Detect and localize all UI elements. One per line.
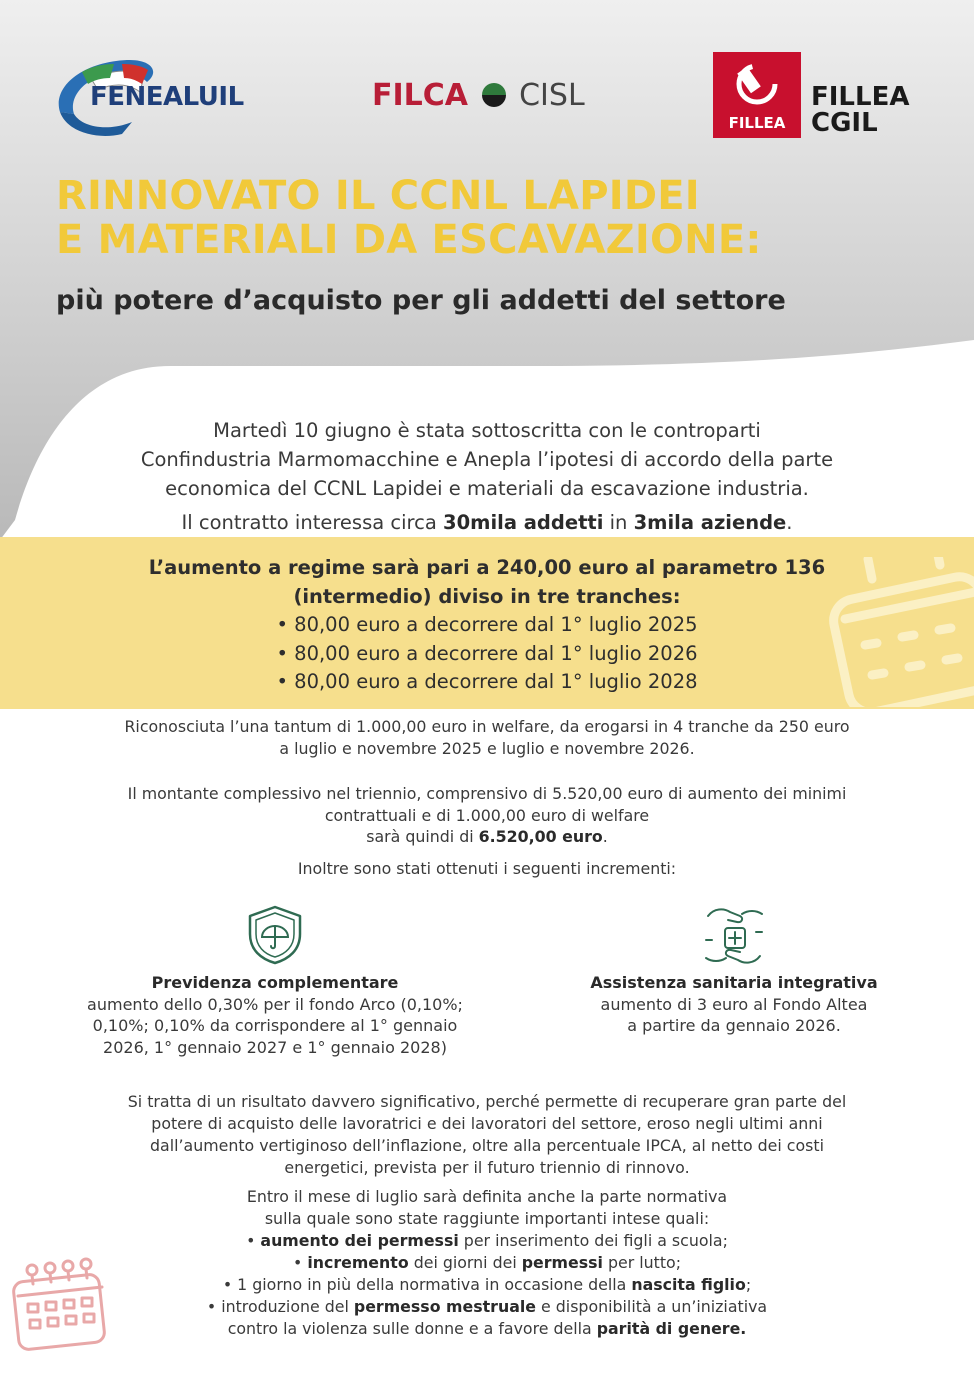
previdenza-title: Previdenza complementare xyxy=(151,973,399,992)
previdenza-line-3: 2026, 1° gennaio 2027 e 1° gennaio 2028) xyxy=(103,1037,447,1057)
shield-umbrella-icon xyxy=(245,904,305,966)
b3-pre: • 1 giorno in più della normativa in occasione della xyxy=(222,1275,632,1294)
previdenza-icon-wrap xyxy=(55,904,495,968)
tranche-item: • 80,00 euro a decorrere dal 1° luglio 2025 xyxy=(276,613,698,636)
cgil-word: CGIL xyxy=(811,108,878,138)
contract-post: . xyxy=(786,511,793,534)
filca-dot-icon xyxy=(480,81,508,109)
headline-line-2: E MATERIALI DA ESCAVAZIONE: xyxy=(56,217,762,263)
increase-line-1: L’aumento a regime sarà pari a 240,00 euro al parametro 136 xyxy=(148,556,826,579)
fillea-red-box xyxy=(713,52,801,138)
filca-text: FILCA xyxy=(372,78,469,113)
headline-line-1: RINNOVATO IL CCNL LAPIDEI xyxy=(56,173,700,219)
normativa-line-2: sulla quale sono state raggiunte importanti intese quali: xyxy=(264,1209,710,1228)
assistenza-icon-wrap xyxy=(514,904,954,968)
risultato-line-3: dall’aumento vertiginoso dell’inflazione, oltre alla percentuale IPCA, al netto dei costi xyxy=(150,1136,824,1155)
una-tantum-paragraph xyxy=(40,716,934,759)
fillea-box-label: FILLEA xyxy=(728,114,786,132)
intro-line-1: Martedì 10 giugno è stata sottoscritta con le controparti xyxy=(213,419,761,442)
increase-line-2: (intermedio) diviso in tre tranches: xyxy=(293,584,681,608)
montante-total: 6.520,00 euro xyxy=(478,827,603,846)
contract-pre: Il contratto interessa circa xyxy=(181,511,443,534)
fillea-emblem-icon xyxy=(713,54,801,114)
b4-pre: • introduzione del xyxy=(206,1297,354,1316)
intro-line-3: economica del CCNL Lapidei e materiali da escavazione industria. xyxy=(165,477,809,500)
previdenza-line-1: aumento dello 0,30% per il fondo Arco (0,10%; xyxy=(87,994,463,1014)
contract-scope xyxy=(40,508,934,537)
normativa-bullet-2 xyxy=(40,1252,934,1274)
b2-bold-2: permessi xyxy=(521,1253,603,1272)
assistenza-title: Assistenza sanitaria integrativa xyxy=(590,973,878,992)
normativa-bullet-3 xyxy=(40,1274,934,1296)
b5-bold: parità di genere. xyxy=(596,1319,747,1338)
headline xyxy=(56,174,936,262)
una-tantum-line-2: a luglio e novembre 2025 e luglio e novembre 2026. xyxy=(279,738,695,758)
assistenza-line-1: aumento di 3 euro al Fondo Altea xyxy=(600,994,868,1014)
increase-band xyxy=(0,537,974,709)
fillea-cgil-wordmark xyxy=(811,84,909,136)
subtitle: più potere d’acquisto per gli addetti del settore xyxy=(56,285,786,316)
cisl-text: CISL xyxy=(519,78,585,113)
normativa-bullet-4 xyxy=(40,1296,934,1318)
b5-pre: contro la violenza sulle donne e a favore della xyxy=(227,1319,597,1338)
b2-post: per lutto; xyxy=(602,1253,682,1272)
b4-post: e disponibilità a un’iniziativa xyxy=(536,1297,768,1316)
tranche-item: • 80,00 euro a decorrere dal 1° luglio 2028 xyxy=(276,670,698,693)
risultato-line-1: Si tratta di un risultato davvero significativo, perché permette di recuperare gran parte del xyxy=(127,1092,847,1111)
montante-line-3 xyxy=(40,826,934,848)
feneal-wordmark xyxy=(90,82,244,112)
risultato-line-4: energetici, prevista per il futuro triennio di rinnovo. xyxy=(284,1158,690,1177)
montante-paragraph xyxy=(40,783,934,848)
montante-pre: sarà quindi di xyxy=(366,827,479,846)
b1-bold: aumento dei permessi xyxy=(260,1231,459,1250)
contract-companies: 3mila aziende xyxy=(633,511,787,534)
intro-line-2: Confindustria Marmomacchine e Anepla l’ipotesi di accordo della parte xyxy=(140,448,834,471)
b2-mid: dei giorni dei xyxy=(408,1253,522,1272)
feneal-uil-logo xyxy=(52,52,272,142)
b4-bold: permesso mestruale xyxy=(353,1297,537,1316)
small-calendar-icon xyxy=(10,1256,110,1352)
tranche-item: • 80,00 euro a decorrere dal 1° luglio 2026 xyxy=(276,641,698,665)
healthcare-hands-icon xyxy=(704,904,764,966)
feneal-text: FENEALUIL xyxy=(90,82,244,112)
montante-post: . xyxy=(602,827,608,846)
previdenza-line-2: 0,10%; 0,10% da corrispondere al 1° gennaio xyxy=(92,1016,458,1035)
assistenza-block xyxy=(514,904,954,1037)
risultato-line-2: potere di acquisto delle lavoratrici e dei lavoratori del settore, eroso negli ultimi anni xyxy=(151,1114,823,1133)
b2-bold-1: incremento xyxy=(307,1253,409,1272)
increase-text xyxy=(60,554,914,697)
b1-pre: • xyxy=(246,1231,261,1250)
montante-line-2: contrattuali e di 1.000,00 euro di welfare xyxy=(324,805,650,825)
contract-mid: in xyxy=(603,511,634,534)
previdenza-block xyxy=(55,904,495,1058)
b2-pre: • xyxy=(292,1253,308,1272)
normativa-bullet-5 xyxy=(40,1318,934,1340)
montante-line-1: Il montante complessivo nel triennio, comprensivo di 5.520,00 euro di aumento dei minimi xyxy=(127,784,847,803)
normativa-line-1: Entro il mese di luglio sarà definita anche la parte normativa xyxy=(246,1187,728,1206)
una-tantum-line-1: Riconosciuta l’una tantum di 1.000,00 euro in welfare, da erogarsi in 4 tranche da 250 euro xyxy=(124,717,850,736)
normativa-paragraph xyxy=(40,1186,934,1340)
risultato-paragraph xyxy=(40,1091,934,1179)
assistenza-line-2: a partire da gennaio 2026. xyxy=(627,1016,841,1035)
fillea-word: FILLEA xyxy=(811,82,910,112)
filca-cisl-logo xyxy=(372,78,585,113)
b1-post: per inserimento dei figli a scuola; xyxy=(458,1231,728,1250)
fillea-cgil-logo xyxy=(713,52,923,142)
normativa-bullet-1 xyxy=(40,1230,934,1252)
b3-bold: nascita figlio xyxy=(631,1275,746,1294)
contract-workers: 30mila addetti xyxy=(443,511,604,534)
intro-paragraph xyxy=(40,416,934,503)
increments-intro: Inoltre sono stati ottenuti i seguenti incrementi: xyxy=(297,859,677,878)
b3-post: ; xyxy=(745,1275,752,1294)
